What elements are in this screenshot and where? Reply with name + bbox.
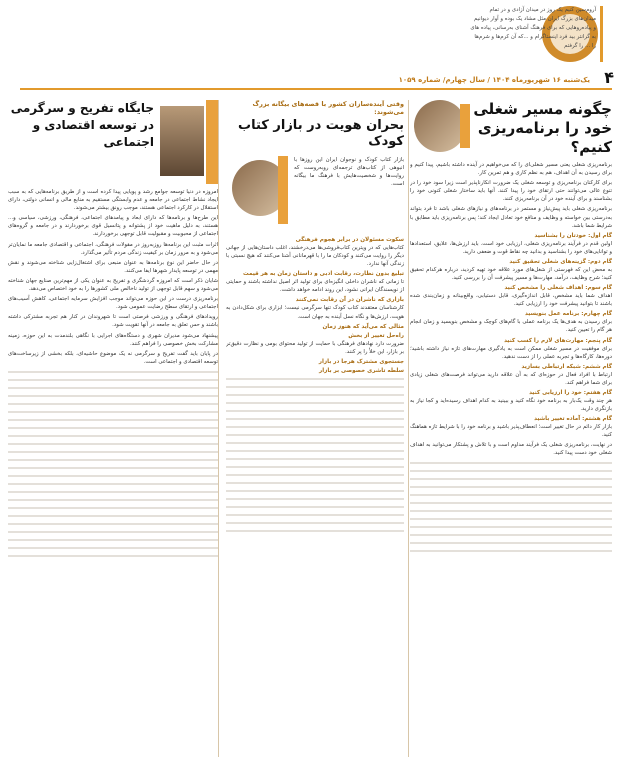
article-paragraph: رویدادهای فرهنگی و ورزشی فرصتی است تا شهروندان در کنار هم تجربه مشترکی داشته باشند و حس تعلق به جامعه در آنها تقویت شود. [8, 314, 218, 329]
article-kicker: وقتی آینده‌سازان کشور با قصه‌های بیگانه بزرگ می‌شوند: [252, 100, 404, 116]
section-subhead: گام دوم: گزینه‌های شغلی تحقیق کنید [509, 258, 612, 265]
article-paragraph: در پایان باید گفت تفریح و سرگرمی نه یک موضوع حاشیه‌ای، بلکه بخشی از زیرساخت‌های توسعه اقتصادی و اجتماعی است. [8, 350, 218, 365]
page-header [0, 0, 620, 100]
article-title: چگونه مسیر شغلی خود را برنامه‌ریزی کنیم؟ [473, 100, 612, 156]
section-subhead: سلطه تاشری خصوصی بر بازار [319, 367, 404, 374]
article-title: جایگاه تفریح و سرگرمی در توسعه اقتصادی و اجتماعی [10, 101, 154, 149]
article-paragraph: برنامه‌ریزی درست در این حوزه می‌تواند موجب افزایش سرمایه اجتماعی، کاهش آسیب‌های اجتماعی و ارتقای سطح رضایت عمومی شود. [8, 296, 218, 311]
section-subhead: گام اول: خودتان را بشناسید [534, 232, 612, 239]
column-divider [408, 100, 409, 757]
author-photo [160, 106, 204, 176]
article-paragraph: ضرورت دارد نهادهای فرهنگی با حمایت از تولید محتوای بومی و نظارت دقیق‌تر بر بازار، این خلأ را پر کنند. [226, 340, 404, 355]
page-number: ۴ [604, 68, 614, 87]
article-paragraph: کتاب‌هایی که در ویترین کتاب‌فروشی‌ها می‌درخشند، اغلب داستان‌هایی از جهانی دیگر را روایت می‌کنند و کودکان ما را با قهرمانانی آشنا می‌کنند که هیچ نسبتی با زندگی آنها ندارد. [226, 245, 404, 268]
article-paragraph: اهداف شما باید مشخص، قابل اندازه‌گیری، قابل دستیابی، واقع‌بینانه و زمان‌بندی شده باشند تا بتوانید پیشرفت خود را ارزیابی کنید. [410, 293, 612, 308]
section-subhead: مثالی که می‌آید که هنوز زمان [322, 323, 404, 330]
author-tag [460, 104, 470, 148]
article-paragraph: امروزه در دنیا توسعه جوامع رشد و پویایی پیدا کرده است و از طریق برنامه‌هایی که به سبب ایجاد نشاط اجتماعی در جامعه و عدم وابستگی مستقیم به منابع مالی و انسانی دولتی، دارای استقلال در کارکرد اجتماعی هستند، موجب رونق بیشتر می‌شوند. [8, 189, 218, 212]
article-paragraph: کارشناسان معتقدند کتاب کودک تنها سرگرمی نیست؛ ابزاری برای شکل‌دادن به هویت، ارزش‌ها و نگاه نسل آینده به جهان است. [226, 305, 404, 320]
section-subhead: گام ششم: شبکه ارتباطی بسازید [521, 363, 612, 370]
section-subhead: سکوت مسئولان در برابر هجوم فرهنگی [295, 237, 404, 243]
article-paragraph: ارتباط با افراد فعال در حوزه‌ای که به آن علاقه دارید می‌تواند فرصت‌های شغلی زیادی برای شما فراهم کند. [410, 371, 612, 386]
top-quote: آروم‌سین کنیم یک روز در میدان آزادی و در تمام میدان‌های بزرگ ایران مثل ‌مشاد یک بوده و آوار دیوانیم و پیاده‌روهایی که برای فرهنگ آشنای به‌رسانی، پیاده های به گرانتر بید فرد اینستاگرام و ...که آن کرم‌ها و شرم‌ها را ... را گرفتم [470, 7, 596, 49]
article-paragraph: شایان ذکر است که امروزه گردشگری و تفریح به عنوان یکی از مهم‌ترین صنایع جهان شناخته می‌شود و سهم قابل توجهی از تولید ناخالص ملی کشورها را به خود اختصاص می‌دهد. [8, 277, 218, 293]
section-subhead: گام پنجم: مهارت‌های لازم را کسب کنید [504, 337, 612, 344]
article-paragraph: برنامه‌ریزی شغلی باید پیش‌نیاز و مستمر در برنامه‌های و نیازهای شغلی باشد تا فرد بتواند به‌درستی بین خواسته و وظایف و منافع خود تعادل ایجاد کند؛ پس برنامه‌ریزی باید مطابق با شرایط شما باشد. [410, 206, 612, 229]
section-subhead: گام هشتم: آماده تغییر باشید [534, 416, 612, 423]
author-tag [206, 100, 218, 184]
issue-line: یک‌شنبه ۱۶ شهریورماه ۱۴۰۴ / سال چهارم/ شماره ۱۰۵۹ [398, 76, 590, 84]
article-paragraph: به محض این که فهرستی از شغل‌های مورد علاقه خود تهیه کردید، درباره هرکدام تحقیق کنید؛ شرح وظایف، درآمد، مهارت‌ها و مسیر پیشرفت آن را بررسی کنید. [410, 266, 612, 282]
article-paragraph: در نهایت، برنامه‌ریزی شغلی یک فرآیند مداوم است و با تلاش و پشتکار می‌توانید به اهداف شغلی خود دست پیدا کنید. [410, 442, 612, 457]
article-paragraph: برای رسیدن به هدف‌ها یک برنامه عملی با گام‌های کوچک و مشخص بنویسید و زمان انجام هر گام را تعیین کنید. [410, 319, 612, 334]
article-paragraph: برنامه‌ریزی شغلی یعنی مسیر شغلی‌ای را که می‌خواهیم در آینده داشته باشیم، پیدا کنیم و برای رسیدن به آن اهداف، هم به نظم کاری و هم تمرین کار. [410, 162, 612, 177]
article-paragraph: اثرات مثبت این برنامه‌ها روزبه‌روز در مقولات فرهنگی، اجتماعی و اقتصادی جامعه ما نمایان‌تر می‌شود و به مرور زمان بر کیفیت زندگی مردم تأثیر می‌گذارد. [8, 241, 218, 256]
section-subhead: راه‌حل تغییر از بخش [348, 332, 404, 339]
article-paragraph: بازار کتاب کودک و نوجوان ایران این روزها با انبوهی از کتاب‌های ترجمه‌ای روبه‌روست که روایت‌ها و شخصیت‌هایش با فرهنگ ما بیگانه است. [294, 157, 404, 188]
article-paragraph: هر چند وقت یک‌بار به برنامه خود نگاه کنید و ببینید به کدام اهداف رسیده‌اید و کجا نیاز به بازنگری دارید. [410, 397, 612, 412]
article-paragraph: اولین قدم در فرآیند برنامه‌ریزی شغلی، ارزیابی خود است. باید ارزش‌ها، علایق، استعدادها و توانایی‌های خود را بشناسید و بدانید چه نقاط قوت و ضعفی دارید. [410, 240, 612, 255]
quote-accent-bar [600, 6, 603, 62]
section-subhead: گام چهارم: برنامه عمل بنویسید [524, 311, 612, 318]
author-tag [278, 156, 288, 224]
article-paragraph: این طرح‌ها و برنامه‌ها که دارای ابعاد و پیامدهای اجتماعی، فرهنگی، ورزشی، سیاسی و... هستند، به دلیل ماهیت خود از پشتوانه و پتانسیل قوی برخوردارند و در جامعه و گروه‌های اجتماعی از محبوبیت و مقبولیت قابل توجهی برخوردارند. [8, 215, 218, 238]
author-photo [414, 100, 466, 152]
section-subhead: جستجوی مشترک هرجا در بازار [318, 358, 404, 365]
article-paragraph: بازار کار دائم در حال تغییر است؛ انعطاف‌پذیر باشید و برنامه خود را با شرایط تازه هماهنگ کنید. [410, 424, 612, 439]
children-books-article [226, 100, 404, 759]
section-subhead: بازاری که ناشران در آن رقابت نمی‌کنند [295, 297, 404, 304]
article-title: بحران هویت در بازار کتاب کودک [238, 118, 404, 149]
article-paragraph: برای کارکنان برنامه‌ریزی و توسعه شغلی یک ضرورت انکارناپذیر است زیرا سود خود را در تنوع عالی می‌توانند حتی ارتقای خود را پیدا کنند. آنها باید ساختار شغلی کنونی خود را بشناسند و برای آینده خود در آن برنامه‌ریزی کنند. [410, 180, 612, 203]
section-subhead: گام هفتم: خود را ارزیابی کنید [529, 389, 612, 396]
article-paragraph: پیشنهاد می‌شود مدیران شهری و دستگاه‌های اجرایی با نگاهی بلندمدت به این حوزه، زمینه مشارکت بخش خصوصی را فراهم کنند. [8, 332, 218, 347]
column-divider [218, 100, 219, 757]
section-subhead: گام سوم: اهداف شغلی را مشخص کنید [504, 285, 612, 292]
article-paragraph: برای موفقیت در مسیر شغلی ممکن است به یادگیری مهارت‌های تازه نیاز داشته باشید؛ دوره‌ها، کارگاه‌ها و تجربه عملی را از دست ندهید. [410, 345, 612, 360]
leisure-article [8, 100, 218, 759]
article-paragraph: تا زمانی که ناشران داخلی انگیزه‌ای برای تولید اثر اصیل نداشته باشند و حمایتی از نویسندگان ایرانی نشود، این روند ادامه خواهد داشت. [226, 279, 404, 294]
career-article [410, 100, 612, 759]
header-bar [20, 72, 612, 90]
section-subhead: تبلیغ بدون نظارت، رقابت ادبی و داستان زمان به هر قیمت [243, 271, 404, 278]
article-paragraph: در حال حاضر این نوع برنامه‌ها به عنوان منبعی برای اشتغال‌زایی شناخته می‌شوند و نقش مهمی در توسعه پایدار شهرها ایفا می‌کنند. [8, 259, 218, 274]
